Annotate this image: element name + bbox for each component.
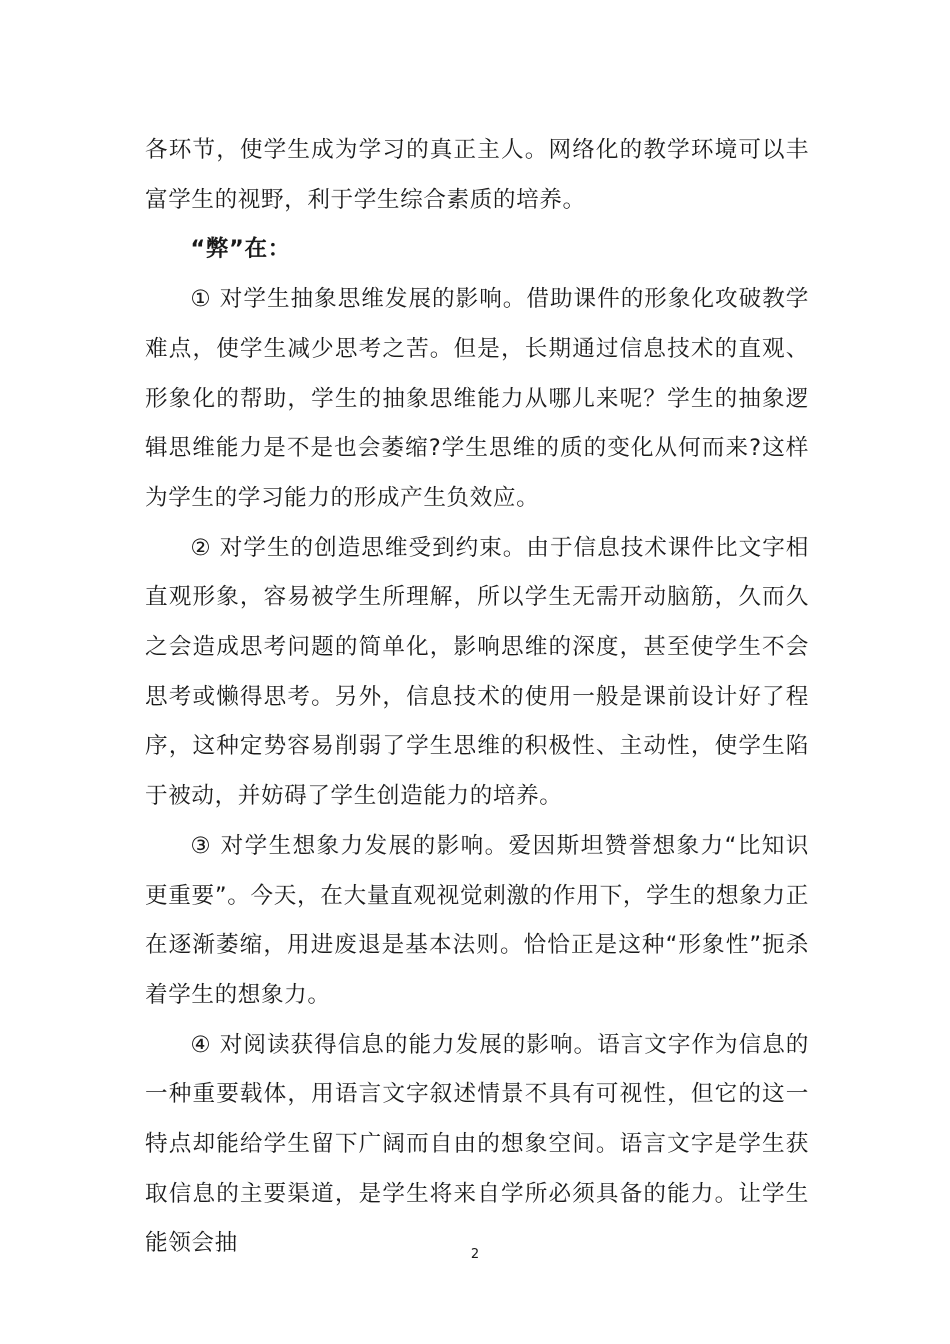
paragraph-continuation: 各环节，使学生成为学习的真正主人。网络化的教学环境可以丰富学生的视野，利于学生综合素质的培养。 [145, 137, 809, 213]
body-text [145, 126, 809, 1269]
paragraph-point-1: ① 对学生抽象思维发展的影响。借助课件的形象化攻破教学难点，使学生减少思考之苦。但是，长期通过信息技术的直观、形象化的帮助，学生的抽象思维能力从哪儿来呢？学生的抽象逻辑思维能力是不是也会萎缩?学生思维的质的变化从何而来?这样为学生的学习能力的形成产生负效应。 [145, 286, 809, 511]
page-number: 2 [470, 1247, 480, 1262]
section-heading-disadvantages: “弊”在： [190, 236, 291, 263]
paragraph-point-3: ③ 对学生想象力发展的影响。爱因斯坦赞誉想象力“比知识更重要”。今天，在大量直观视觉刺激的作用下，学生的想象力正在逐渐萎缩，用进废退是基本法则。恰恰正是这种“形象性”扼杀着学生的想象力。 [145, 832, 809, 1008]
paragraph-point-2: ② 对学生的创造思维受到约束。由于信息技术课件比文字相直观形象，容易被学生所理解，所以学生无需开动脑筋，久而久之会造成思考问题的简单化，影响思维的深度，甚至使学生不会思考或懒得思考。另外，信息技术的使用一般是课前设计好了程序，这种定势容易削弱了学生思维的积极性、主动性，使学生陷于被动，并妨碍了学生创造能力的培养。 [145, 534, 809, 810]
paragraph-point-4: ④ 对阅读获得信息的能力发展的影响。语言文字作为信息的一种重要载体，用语言文字叙述情景不具有可视性，但它的这一特点却能给学生留下广阔而自由的想象空间。语言文字是学生获取信息的主要渠道，是学生将来自学所必须具备的能力。让学生能领会抽 [145, 1031, 809, 1257]
